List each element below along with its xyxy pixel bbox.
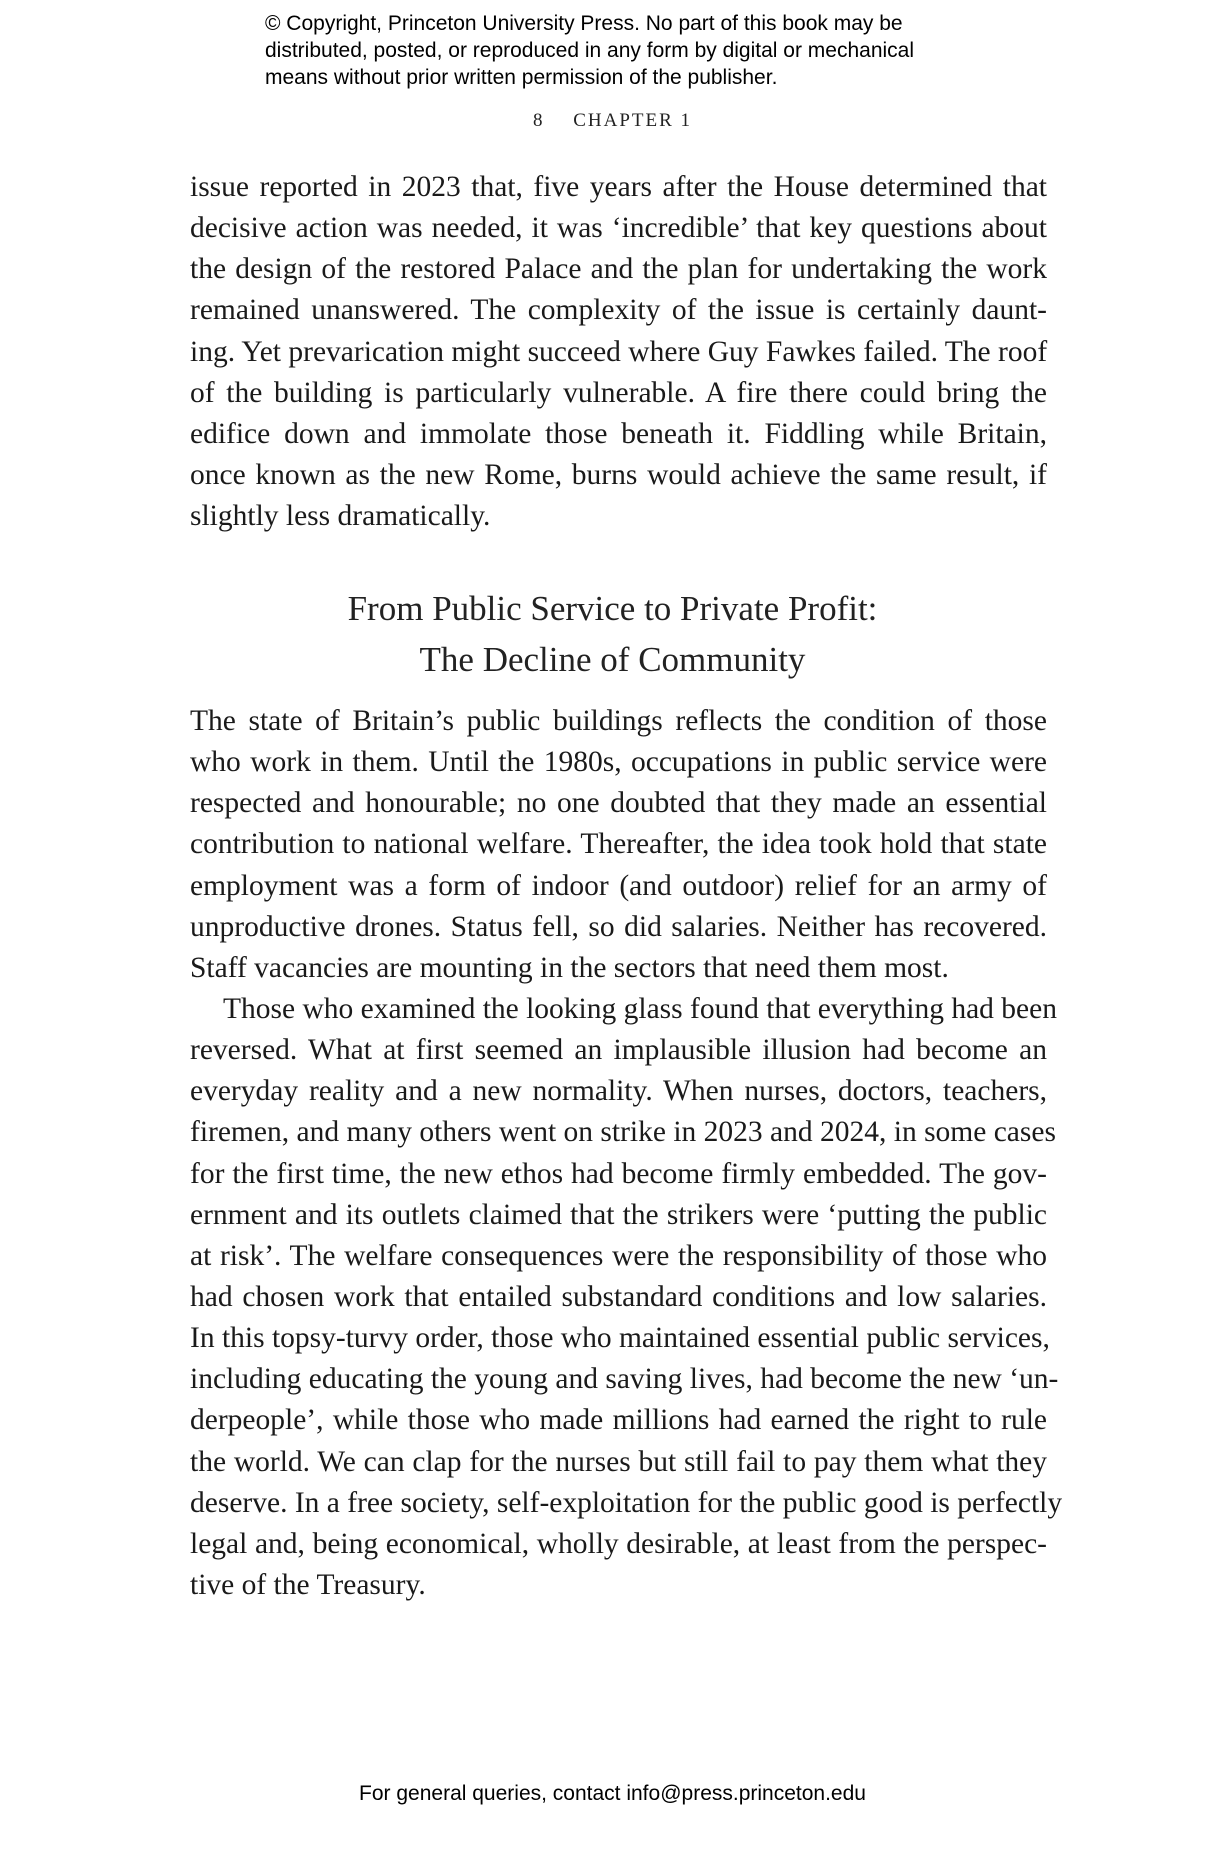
body-text bbox=[190, 701, 1063, 1606]
footer-contact: For general queries, contact info@press.princeton.edu bbox=[359, 1782, 866, 1805]
text-line: reversed. What at first seemed an implausible illusion had become an bbox=[190, 1034, 1047, 1067]
text-line: deserve. In a free society, self-exploitation for the public good is perfectly bbox=[190, 1486, 1063, 1519]
paragraph-2 bbox=[190, 701, 1047, 989]
text-line: the design of the restored Palace and the plan for undertaking the work bbox=[190, 253, 1047, 286]
section-heading bbox=[0, 583, 1225, 685]
text-line: everyday reality and a new normality. When nurses, doctors, teachers, bbox=[190, 1075, 1047, 1108]
text-line: firemen, and many others went on strike in 2023 and 2024, in some cases bbox=[190, 1116, 1056, 1149]
section-heading-line: From Public Service to Private Profit: bbox=[347, 589, 878, 628]
text-line: at risk’. The welfare consequences were the responsibility of those who bbox=[190, 1239, 1047, 1272]
text-line: legal and, being economical, wholly desirable, at least from the perspec- bbox=[190, 1527, 1047, 1560]
text-line: ernment and its outlets claimed that the strikers were ‘putting the public bbox=[190, 1198, 1047, 1231]
text-line: once known as the new Rome, burns would achieve the same result, if bbox=[190, 458, 1047, 491]
text-line: Those who examined the looking glass found that everything had been bbox=[223, 992, 1057, 1025]
text-line: contribution to national welfare. Thereafter, the idea took hold that state bbox=[190, 828, 1047, 861]
text-line: employment was a form of indoor (and outdoor) relief for an army of bbox=[190, 869, 1047, 902]
paragraph-1 bbox=[190, 167, 1047, 537]
copyright-line: © Copyright, Princeton University Press. No part of this book may be bbox=[265, 12, 903, 35]
text-line: edifice down and immolate those beneath it. Fiddling while Britain, bbox=[190, 417, 1047, 450]
running-head bbox=[0, 110, 1225, 132]
page-number: 8 bbox=[532, 110, 545, 131]
section-heading-line: The Decline of Community bbox=[419, 640, 806, 679]
text-line: including educating the young and saving lives, had become the new ‘un- bbox=[190, 1363, 1059, 1396]
text-line: who work in them. Until the 1980s, occupations in public service were bbox=[190, 746, 1047, 779]
text-line: Staff vacancies are mounting in the sectors that need them most. bbox=[190, 951, 949, 984]
text-line: of the building is particularly vulnerable. A fire there could bring the bbox=[190, 376, 1047, 409]
text-line: issue reported in 2023 that, five years after the House determined that bbox=[190, 171, 1047, 203]
text-line: unproductive drones. Status fell, so did salaries. Neither has recovered. bbox=[190, 910, 1047, 943]
text-line: ing. Yet prevarication might succeed where Guy Fawkes failed. The roof bbox=[190, 335, 1048, 368]
chapter-label: CHAPTER 1 bbox=[573, 110, 693, 131]
copyright-line: distributed, posted, or reproduced in any form by digital or mechanical bbox=[265, 39, 915, 62]
text-line: had chosen work that entailed substandard conditions and low salaries. bbox=[190, 1280, 1047, 1313]
text-line: for the first time, the new ethos had become firmly embedded. The gov- bbox=[190, 1157, 1047, 1190]
paragraph-3 bbox=[190, 989, 1063, 1606]
text-line: the world. We can clap for the nurses but still fail to pay them what they bbox=[190, 1445, 1047, 1478]
copyright-notice bbox=[265, 10, 914, 91]
text-line: remained unanswered. The complexity of the issue is certainly daunt- bbox=[190, 294, 1047, 327]
text-line: tive of the Treasury. bbox=[190, 1568, 426, 1601]
text-line: decisive action was needed, it was ‘incredible’ that key questions about bbox=[190, 212, 1047, 245]
text-line: respected and honourable; no one doubted that they made an essential bbox=[190, 787, 1047, 820]
text-line: derpeople’, while those who made millions had earned the right to rule bbox=[190, 1404, 1047, 1437]
text-line: slightly less dramatically. bbox=[190, 500, 491, 533]
text-line: The state of Britain’s public buildings reflects the condition of those bbox=[190, 705, 1047, 737]
copyright-line: means without prior written permission of the publisher. bbox=[265, 66, 778, 89]
text-line: In this topsy-turvy order, those who maintained essential public services, bbox=[190, 1322, 1050, 1355]
